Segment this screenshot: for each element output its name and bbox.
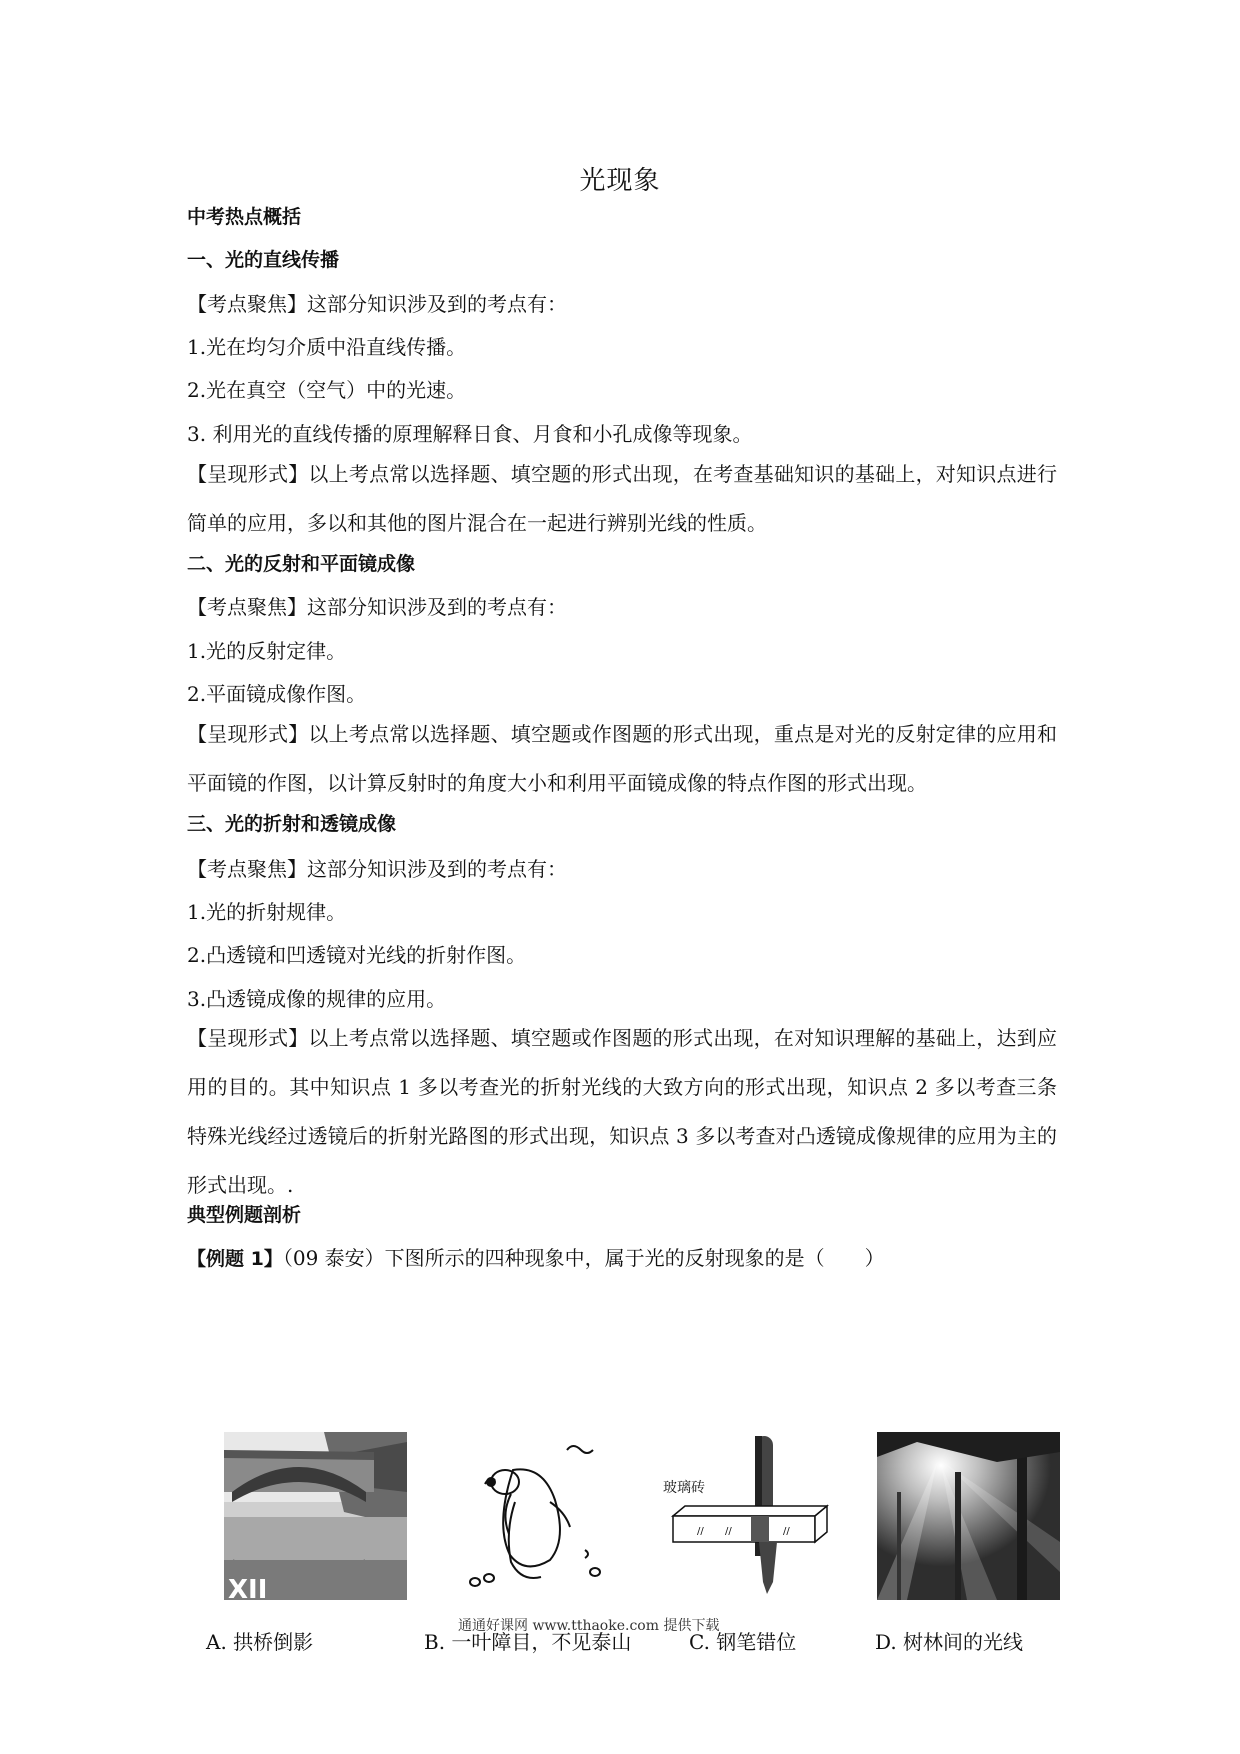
- section2-point-2: 2.平面镜成像作图。: [187, 682, 367, 706]
- example1-label: 【例题 1】: [187, 1248, 283, 1270]
- svg-text://: //: [697, 1526, 704, 1537]
- image-leaf-blocking-eyes: [455, 1432, 615, 1600]
- section-example-heading: 典型例题剖析: [187, 1204, 302, 1226]
- section2-form: 【呈现形式】以上考点常以选择题、填空题或作图题的形式出现，重点是对光的反射定律的应用和平面镜的作图，以计算反射时的角度大小和利用平面镜成像的特点作图的形式出现。: [187, 722, 1057, 795]
- section3-form: 【呈现形式】以上考点常以选择题、填空题或作图题的形式出现，在对知识理解的基础上，达到应用的目的。其中知识点 1 多以考查光的折射光线的大致方向的形式出现，知识点 2 多以考查三条特殊光线经过透镜后的折射光路图的形式出现，知识点 3 多以考查对凸透镜成像规律的应用为主的形式出现。.: [187, 1026, 1057, 1197]
- section3-heading: 三、光的折射和透镜成像: [187, 813, 397, 835]
- section-hot-heading: 中考热点概括: [187, 206, 302, 228]
- svg-text:XII: XII: [228, 1575, 268, 1600]
- glass-brick-label: 玻璃砖: [663, 1480, 705, 1496]
- image-pen-glass-brick: [655, 1432, 829, 1600]
- page-title: 光现象: [579, 166, 661, 196]
- section1-point-1: 1.光在均匀介质中沿直线传播。: [187, 335, 467, 359]
- option-a: A. 拱桥倒影: [206, 1630, 314, 1654]
- svg-text://: //: [783, 1526, 790, 1537]
- section1-point-3: 3. 利用光的直线传播的原理解释日食、月食和小孔成像等现象。: [187, 422, 753, 446]
- section1-point-2: 2.光在真空（空气）中的光速。: [187, 378, 467, 402]
- section1-form: 【呈现形式】以上考点常以选择题、填空题的形式出现，在考查基础知识的基础上，对知识点进行简单的应用，多以和其他的图片混合在一起进行辨别光线的性质。: [187, 462, 1057, 535]
- option-c: C. 钢笔错位: [689, 1630, 797, 1654]
- section3-point-1: 1.光的折射规律。: [187, 900, 347, 924]
- image-forest-light: [877, 1432, 1060, 1600]
- section3-focus: 【考点聚焦】这部分知识涉及到的考点有：: [187, 857, 567, 881]
- section3-point-3: 3.凸透镜成像的规律的应用。: [187, 987, 447, 1011]
- example1-question: [187, 1244, 885, 1273]
- option-b: B. 一叶障目，不见泰山: [424, 1630, 632, 1654]
- section2-heading: 二、光的反射和平面镜成像: [187, 553, 416, 575]
- image-arch-bridge: [224, 1432, 407, 1600]
- svg-text://: //: [725, 1526, 732, 1537]
- section3-point-2: 2.凸透镜和凹透镜对光线的折射作图。: [187, 943, 527, 967]
- section2-point-1: 1.光的反射定律。: [187, 639, 347, 663]
- option-d: D. 树林间的光线: [875, 1630, 1024, 1654]
- watermark: 通通好课网 www.tthaoke.com 提供下载: [458, 1618, 720, 1634]
- section2-focus: 【考点聚焦】这部分知识涉及到的考点有：: [187, 595, 567, 619]
- example1-text: （09 泰安）下图所示的四种现象中，属于光的反射现象的是（ ）: [282, 1246, 885, 1270]
- section1-heading: 一、光的直线传播: [187, 249, 340, 271]
- section1-focus: 【考点聚焦】这部分知识涉及到的考点有：: [187, 292, 567, 316]
